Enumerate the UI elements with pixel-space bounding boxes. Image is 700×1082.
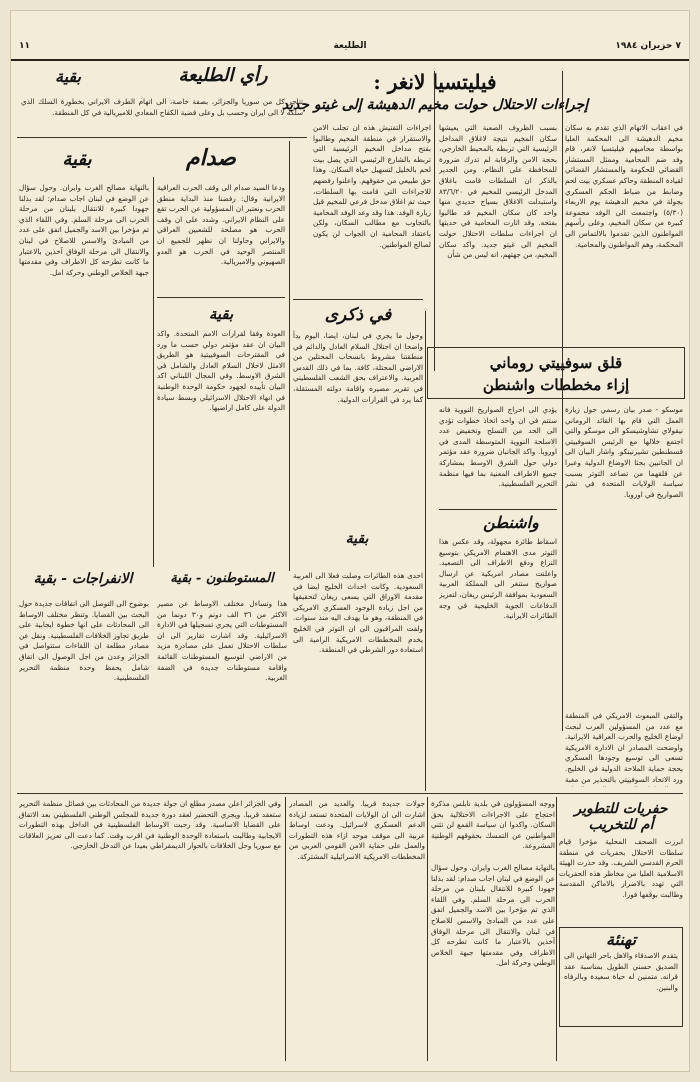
lead-col-2: بسبب الظروف الصعبة التي يعيشها سكان المخيم نتيجة لاغلاق المداخل الرئيسية التي تربطه بالمحيط الخارجي، بحجة الامن والرقابة لم تدرك ضرورة للمحافظة على النظام. ومن الجدير بالذكر ان السلطات قامت باغلاق المدخل الرئيسي للمخيم في ٨٣/٦/٢٠ واستبدلت الاغلاق بسياج حديدي منها واحد كان سكان المخيم قد طالبوا بفتحه. وقد اثارت المحامية في حديثها ان اجراءات سلطات الاحتلال حولت المخيم الى غيتو جديد. واكد سكان المخيم، من جهتهم، انه ليس من شأن (439, 123, 557, 260)
excavation-kicker-1: حفريات للتطوير (574, 801, 668, 817)
right-mid-text: والتقى المبعوث الامريكي في المنطقة مع عدد من المسؤولين العرب لبحث اوضاع الخليج والحرب العراقية الايرانية. واوضحت المصادر ان الادارة الامريكية تسعى الى توسيع وجودها العسكري بحجة حماية الملاحة الدولية في الخليج. ورد الاتحاد السوفييتي بالتحذير من مغبة (565, 711, 683, 784)
bottom-middle-text: جولات جديدة قريبا. والعديد من المصادر اشارت الى ان الولايات المتحدة تستعد لزيادة الدعم العسكري لاسرائيل. ودعت اوساط عربية الى موقف موحد ازاء هذه التطورات والعمل على حماية الامن القومي العربي من المخططات الامريكية الاسرائيلية المشتركة. (289, 799, 425, 861)
soviet-col-a: موسكو - صدر بيان رسمي حول زيارة العمل التي قام بها القائد الروماني نيقولاي تشاوشيسكو الى موسكو والتي اجتمع خلالها مع الرئيس السوفييتي قسطنطين تشيرنينكو. واشار البيان الى ان الجانبين بحثا الاوضاع الدولية وعبرا عن قلقهما من تصاعد التوتر بسبب سياسة الولايات المتحدة في نشر الصواريخ في اوروبا. (565, 405, 683, 499)
editorial-kicker: رأي الطليعة (178, 65, 268, 86)
excavation-text: ابرزت الصحف المحلية مؤخرا قيام سلطات الاحتلال بحفريات في منطقة الحرم القدسي الشريف. وقد حذرت الهيئة الاسلامية العليا من مخاطر هذه الحفريات التي تهدد بالاضرار بالاماكن المقدسة وطالبت بوقفها فورا. (559, 837, 683, 899)
congrats-text: يتقدم الاصدقاء والاهل باحر التهاني الى الصديق حسني الطويل بمناسبة عقد قرانه. متمنين له حياة سعيدة وبالرفاه والبنين. (564, 951, 678, 992)
nakba-kicker: في ذكرى (324, 305, 392, 325)
editorial-text: تتاجر كل من سوريا والجزائر، بصفة خاصة، الى اتهام الطرف الايراني بخطورة السلك الذي سلكه لا الى ايران وحسب بل وعلى قضية الكفاح المعادي للامبريالية في كل المنطقة. (21, 97, 303, 117)
nakba-box (293, 301, 423, 569)
lead-col-3: اجراءات التفتيش هذه ان تجلب الامن والاستقرار في منطقة المخيم وطالبوا بفتح مداخل المخيم الرئيسية التي تربطه بالشارع الرئيسي الذي يصل بيت لحم بالخليل لتسهيل حياة السكان. وهذا حق طبيعي من حقوقهم. واعلنوا رفضهم للاجراءات التي قامت بها السلطات، حيث تم اغلاق مدخل فرعي للمخيم قبل زيارة الوفد. هذا وقد وعد الوفد المحامية بالتجاوب مع مطالب السكان، ولكن باعتقاد المحامية ان الجواب لن يكون لصالح المواطنين. (313, 123, 431, 249)
infirajat-text: بوضوح الى التوصل الى اتفاقات جديدة حول البحث بين القضايا. وتنظر مختلف الاوساط الى المحادثات على انها خطوة ايجابية على طريق تجاوز الخلافات الفلسطينية. ونقل عن مصادر مطلعة ان اللقاءات ستتواصل في الجزائر وعدن من اجل الوصول الى اتفاق شامل يحفظ وحدة منظمة التحرير الفلسطينية. (19, 599, 149, 683)
baqiya-ll-tag: بقية (208, 305, 234, 323)
excavation-box (559, 799, 683, 919)
bottom-left-text: وفي الجزائر اعلن مصدر مطلع ان جولة جديدة من المحادثات بين فصائل منظمة التحرير ستعقد قريبا. ويجري التحضير لعقد دورة جديدة للمجلس الوطني الفلسطيني بعد الاتفاق على القضايا الاساسية. وقد رحبت الاوساط الفلسطينية في الداخل بهذه التطورات الايجابية وطالبت باستعادة الوحدة الوطنية في اقرب وقت. كما دعت الى تعزيز العلاقات مع سوريا وحل الخلافات بالحوار الديمقراطي بعيدا عن التدخل الخارجي. (19, 799, 281, 851)
washington-kicker: واشنطن (483, 513, 539, 532)
washington-col-b: احدى هذه الطائرات وصلت فعلا الى العربية السعودية. وكانت احداث الخليج ايضا في مقدمة الاوراق التي يسعى ريغان لتحقيقها من اجل زيادة الوجود العسكري الامريكي في المنطقة، وهو ما يهدف اليه منذ سنوات. ولفت المراقبون الى ان التوتر في الخليج يخدم المخططات الامريكية الرامية الى استعادة دور الشرطي في المنطقة. (293, 571, 423, 655)
lead-title: فيليتسيا لانغر : (373, 70, 497, 94)
soviet-headline-2: إزاء مخططات واشنطن (482, 376, 630, 394)
editorial-tag: بقية (55, 67, 81, 86)
settlers-kicker: المستوطنون - بقية (170, 571, 274, 586)
newspaper-page (10, 10, 690, 1072)
washington-col-a: اسقاط طائرة مجهولة، وقد عكس هذا التوتر مدى الاهتمام الامريكي بتوسيع النزاع ودفع الاطراف الى التصعيد. واعلنت مصادر امريكية عن ارسال صواريخ ستنغر الى المملكة العربية السعودية بموافقة الرئيس ريغان، لتعزيز الدفاعات الجوية الخليجية في وجه الطائرات الايرانية. (439, 537, 557, 621)
baqiya-ll-text: العودة وفقا لقرارات الامم المتحدة. واكد البيان ان عقد مؤتمر دولي حسب ما ورد في المقترحات السوفييتية هو الطريق الامثل لاحلال السلام العادل والشامل في الشرق الاوسط. وفي المجال اللبناني اكد البيان تأييده لجهود حكومة الوحدة الوطنية في انهاء الاحتلال الاسرائيلي وبسط سيادة الدولة على كامل اراضيها. (157, 329, 285, 413)
congrats-box (559, 927, 683, 1027)
lead-col-1: في اعقاب الاتهام الذي تقدم به سكان مخيم الدهيشة الى المحكمة العليا بواسطة محاميهم فيليتسيا لانغر، قام وفد ضم المحامية وممثل المستشار القضائي للحكومة والمستشار القضائي لقيادة المنطقة وحاكم عسكري بيت لحم وضابط من ضباط الحكم العسكري بجولة في مخيم الدهيشة يوم الاربعاء (٥/٣٠) واجتمعت الى الوفد مجموعة كبيرة من سكان المخيم، وعلى رأسهم المواطنون الذين تقدموا بالالتماس الى المحكمة، وهم المواطنون والمحامية. (565, 123, 683, 249)
bottom-right-top-text: ووجه المسؤولون في بلدية نابلس مذكرة احتجاج على الاجراءات الاحتلالية بحق السكان. واكدوا ان سياسة القمع لن تثني المواطنين عن التمسك بحقوقهم الوطنية المشروعة. (431, 799, 555, 851)
page-number: ١١ (19, 41, 30, 51)
paper-name: الطليعة (333, 41, 367, 51)
saddam-tag: بقية (62, 149, 92, 170)
congrats-kicker: تهنئة (605, 930, 637, 949)
saddam-col-a: بالنهاية مصالح الغرب وايران. وحول سؤال عن الوضع في لبنان اجاب صدام: لقد بذلنا جهودا كبيرة للانتقال بلبنان من مرحلة الحرب الى مرحلة السلم. وفي اللقاء الذي تم مؤخرا بين الاسد والجميل اتفق على عدد من المبادئ والاسس للاصلاح في لبنان والانتقال الى مرحلة الوفاق آخذين بالاعتبار ما كانت تطرحه كل الاطراف وفي مقدمتها جبهة الخلاص الوطني وحركة امل. (19, 183, 149, 277)
soviet-romanian-box (427, 347, 685, 399)
lead-subtitle: إجراءات الاحتلال حولت مخيم الدهيشة إلى غيتو جديد (281, 97, 589, 113)
excavation-kicker-2: أم للتخريب (588, 817, 654, 833)
nakba-text: وحول ما يجري في لبنان، ايضا، اليوم بدأ واضحا ان احتلال السلام العادل والدائم في منطقتنا مشروط بانسحاب المحتلين من الاراضي المحتلة، كافة. بما في ذلك القدس العربية. والاعتراف بحق الشعب الفلسطيني في تقرير مصيره واقامة دولته المستقلة، كما يرد في القرارات الدولية. (293, 331, 423, 404)
soviet-headline-1: قلق سوفييتي روماني (489, 354, 623, 372)
soviet-col-b: يؤدي الى احراج الصواريخ النووية فانه ستتم في ان واحد اتخاذ خطوات تؤدي الى الحد من التسلح وتخفيض عدد الاسلحة النووية المتوسطة المدى في اوروبا. واكد الجانبان ضرورة عقد مؤتمر دولي حول الشرق الاوسط بمشاركة جميع الاطراف المعنية بما فيها منظمة التحرير الفلسطينية. (439, 405, 557, 489)
issue-date: ٧ حزيران ١٩٨٤ (615, 41, 681, 51)
page-header (11, 29, 689, 61)
settlers-text: هذا وتساءل مختلف الاوساط عن مصير الاكثر من ٣٦ الف دونم و٣٠ دونما من المستوطنات التي يجري تسجيلها في الادارة الاسرائيلية. وقد اشارت تقارير الى ان سلطات الاحتلال تعمل على مصادرة مزيد من الاراضي لتوسيع المستوطنات القائمة واقامة مستوطنات جديدة في الضفة الغربية. (157, 599, 287, 683)
saddam-col-b: ودعا السيد صدام الى وقف الحرب العراقية الايرانية وقال: رفضنا منذ البداية منطق الحرب ونعتبر ان المسؤولية عن الحرب تقع على النظام الايراني. وشدد على ان وقف الحرب هو مصلحة للشعبين العراقي والايراني وحاولنا ان نظهر للجميع ان المنتصر الوحيد في الحرب هو العدو الصهيوني والامبريالية. (157, 183, 285, 267)
editorial-box (17, 65, 307, 133)
washington-tag: بقية (345, 531, 369, 547)
bottom-right-middle-text: بالنهاية مصالح الغرب وايران. وحول سؤال عن الوضع في لبنان اجاب صدام: لقد بذلنا جهودا كبيرة للانتقال بلبنان من مرحلة الحرب الى مرحلة السلم. وفي اللقاء الذي تم مؤخرا بين الاسد والجميل اتفق على عدد من المبادئ والاسس للاصلاح في لبنان والانتقال الى مرحلة الوفاق آخذين بالاعتبار ما كانت تطرحه كل الاطراف وفي مقدمتها جبهة الخلاص الوطني وحركة امل. (431, 863, 555, 968)
infirajat-kicker: الانفراجات - بقية (33, 571, 133, 587)
saddam-kicker: صدام (186, 145, 236, 171)
